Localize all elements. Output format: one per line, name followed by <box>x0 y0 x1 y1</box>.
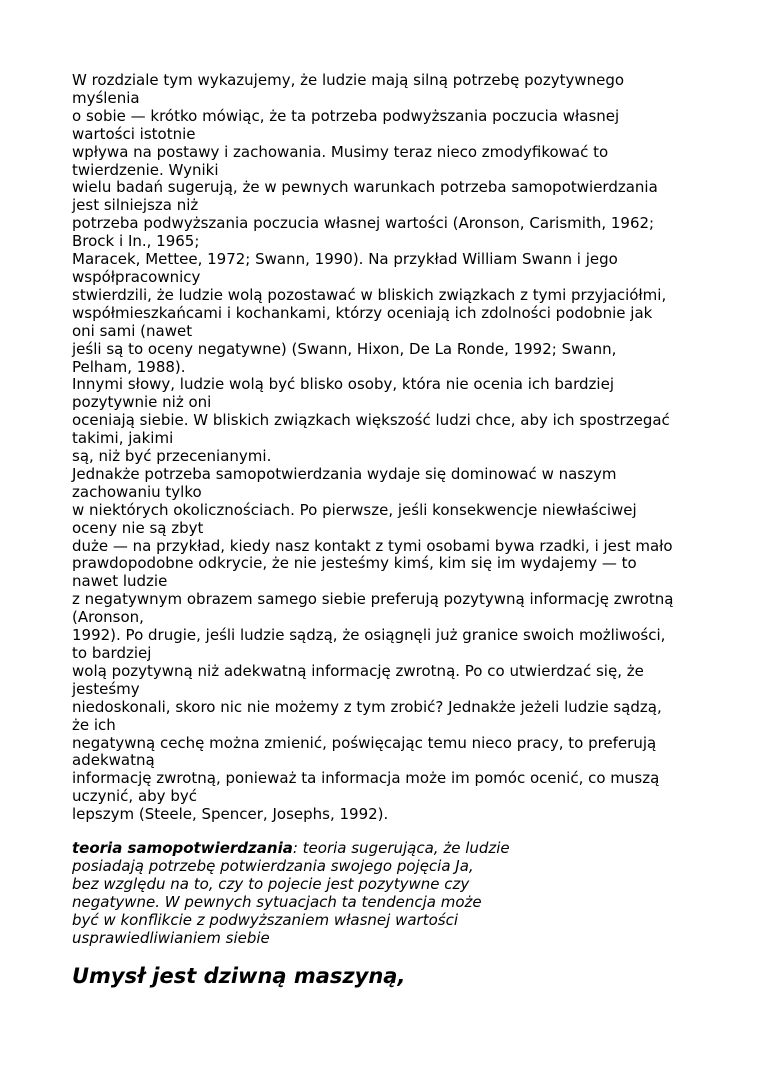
definition-line: negatywne. W pewnych sytuacjach ta tendencja może <box>72 892 482 911</box>
body-line: 1992). Po drugie, jeśli ludzie sądzą, że osiągnęli już granice swoich możliwości, <box>72 626 666 645</box>
body-line: (Aronson, <box>72 608 144 627</box>
body-line: oceniają siebie. W bliskich związkach większość ludzi chce, aby ich spostrzegać <box>72 411 670 430</box>
body-line: stwierdzili, że ludzie wolą pozostawać w bliskich związkach z tymi przyjaciółmi, <box>72 285 667 304</box>
body-line: oni sami (nawet <box>72 321 193 340</box>
body-line: jeśli są to oceny negatywne) (Swann, Hixon, De La Ronde, 1992; Swann, <box>72 339 617 358</box>
body-line: adekwatną <box>72 751 155 770</box>
body-line: negatywną cechę można zmienić, poświęcając temu nieco pracy, to preferują <box>72 733 657 752</box>
body-line: nawet ludzie <box>72 572 168 591</box>
body-line: wielu badań sugerują, że w pewnych warunkach potrzeba samopotwierdzania <box>72 178 658 197</box>
body-line: że ich <box>72 715 116 734</box>
body-line: niedoskonali, skoro nic nie możemy z tym zrobić? Jednakże jeżeli ludzie sądzą, <box>72 697 662 716</box>
body-paragraphs <box>72 72 697 824</box>
body-line: współpracownicy <box>72 267 201 286</box>
body-line: o sobie — krótko mówiąc, że ta potrzeba podwyższania poczucia własnej <box>72 106 620 125</box>
definition-term: teoria samopotwierdzania <box>72 839 293 857</box>
body-line: uczynić, aby być <box>72 787 197 806</box>
body-line: lepszym (Steele, Spencer, Josephs, 1992). <box>72 805 389 824</box>
body-line: zachowaniu tylko <box>72 482 202 501</box>
body-line: duże — na przykład, kiedy nasz kontakt z tymi osobami bywa rzadki, i jest mało <box>72 536 673 555</box>
body-line: informację zwrotną, ponieważ ta informacja może im pomóc ocenić, co muszą <box>72 769 660 788</box>
body-line: Brock i In., 1965; <box>72 232 200 251</box>
body-line: Pelham, 1988). <box>72 357 186 376</box>
body-line: jesteśmy <box>72 679 140 698</box>
body-line: twierdzenie. Wyniki <box>72 160 219 179</box>
body-line: to bardziej <box>72 644 152 662</box>
body-line: wpływa na postawy i zachowania. Musimy teraz nieco zmodyfikować to <box>72 142 609 161</box>
body-line: pozytywnie niż oni <box>72 393 212 412</box>
body-line: takimi, jakimi <box>72 429 174 448</box>
definition-text: : teoria sugerująca, że ludzie <box>292 839 510 857</box>
body-line: Innymi słowy, ludzie wolą być blisko osoby, która nie ocenia ich bardziej <box>72 375 614 394</box>
body-line: prawdopodobne odkrycie, że nie jesteśmy kimś, kim się im wydajemy — to <box>72 554 637 573</box>
section-heading: Umysł jest dziwną maszyną, <box>72 964 406 988</box>
body-line: oceny nie są zbyt <box>72 518 204 537</box>
definition-box <box>72 840 697 947</box>
body-line: wolą pozytywną niż adekwatną informację zwrotną. Po co utwierdzać się, że <box>72 661 644 680</box>
definition-line: bez względu na to, czy to pojecie jest pozytywne czy <box>72 874 470 893</box>
body-line: W rozdziale tym wykazujemy, że ludzie mają silną potrzebę pozytywnego <box>72 71 625 89</box>
definition-first-line <box>72 840 697 858</box>
body-line: jest silniejsza niż <box>72 196 199 215</box>
body-line: potrzeba podwyższania poczucia własnej wartości (Aronson, Carismith, 1962; <box>72 214 655 233</box>
definition-line: być w konflikcie z podwyższaniem własnej wartości <box>72 910 458 929</box>
body-line: współmieszkańcami i kochankami, którzy oceniają ich zdolności podobnie jak <box>72 303 653 322</box>
body-line: myślenia <box>72 88 140 107</box>
body-line: Maracek, Mettee, 1972; Swann, 1990). Na przykład William Swann i jego <box>72 250 618 269</box>
definition-line: posiadają potrzebę potwierdzania swojego pojęcia Ja, <box>72 856 474 875</box>
definition-line: usprawiedliwianiem siebie <box>72 928 270 947</box>
body-line: w niektórych okolicznościach. Po pierwsze, jeśli konsekwencje niewłaściwej <box>72 500 637 519</box>
body-line: Jednakże potrzeba samopotwierdzania wydaje się dominować w naszym <box>72 464 617 483</box>
body-line: wartości istotnie <box>72 124 196 143</box>
body-line: z negatywnym obrazem samego siebie preferują pozytywną informację zwrotną <box>72 590 674 609</box>
body-line: są, niż być przecenianymi. <box>72 447 272 466</box>
